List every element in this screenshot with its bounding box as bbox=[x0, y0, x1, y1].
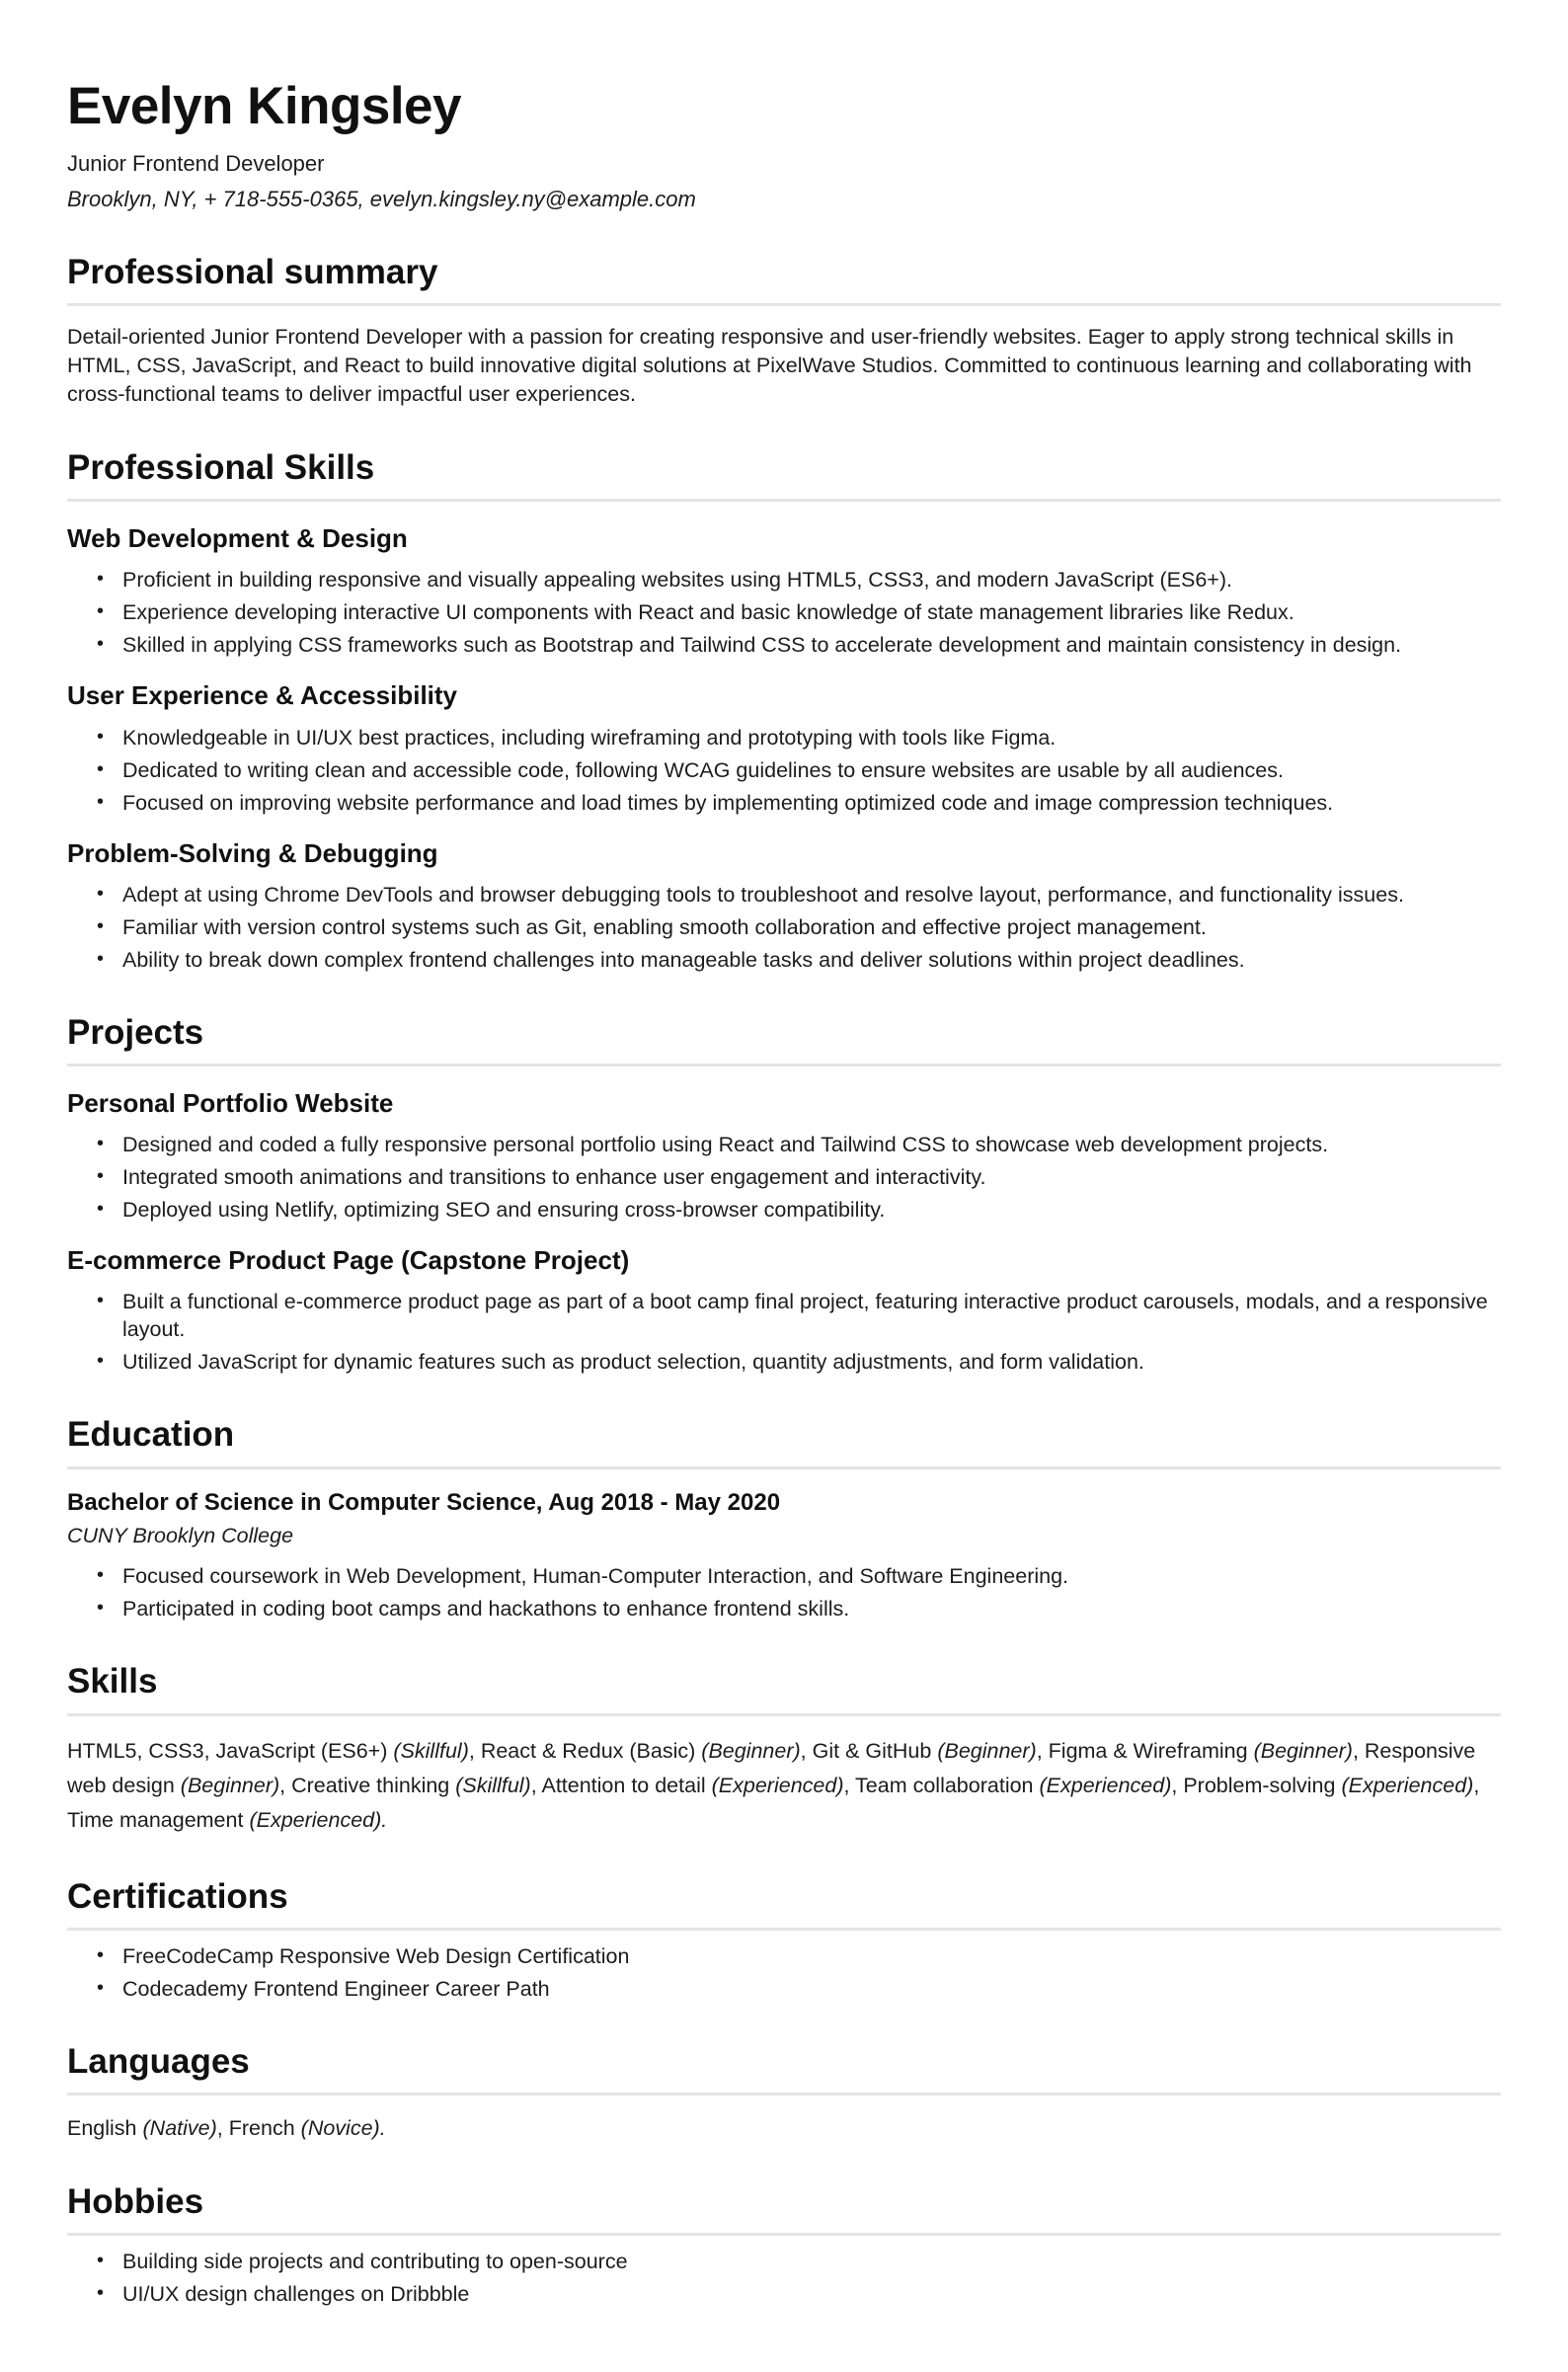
education-bullets bbox=[67, 1562, 1501, 1622]
skill-separator: , bbox=[530, 1773, 542, 1797]
language-name: English bbox=[67, 2116, 137, 2141]
skill-level: (Experienced). bbox=[249, 1807, 388, 1832]
skill-item bbox=[1049, 1739, 1365, 1763]
language-separator: , bbox=[216, 2116, 229, 2141]
skill-item bbox=[813, 1739, 1049, 1763]
bullet-item: • Codecademy Frontend Engineer Career Path bbox=[67, 1975, 1501, 2003]
skill-item bbox=[481, 1739, 813, 1763]
skill-name: Responsive web design bbox=[67, 1738, 1476, 1797]
skill-separator: , bbox=[1036, 1738, 1049, 1763]
language-item bbox=[229, 2116, 386, 2140]
bullet-item: • Integrated smooth animations and transitions to enhance user engagement and interactivity. bbox=[67, 1163, 1501, 1191]
language-level: (Novice). bbox=[300, 2116, 386, 2141]
skill-separator: , bbox=[1352, 1738, 1365, 1763]
skill-item bbox=[67, 1808, 387, 1832]
bullet-item: • FreeCodeCamp Responsive Web Design Certification bbox=[67, 1942, 1501, 1970]
skill-level: (Experienced) bbox=[1341, 1773, 1474, 1797]
bullet-item: • Familiar with version control systems such as Git, enabling smooth collaboration and effective project management. bbox=[67, 913, 1501, 941]
skill-level: (Beginner) bbox=[937, 1738, 1037, 1763]
skill-name: Creative thinking bbox=[291, 1773, 450, 1797]
section-projects bbox=[67, 1013, 1501, 1377]
project-title: Personal Portfolio Website bbox=[67, 1087, 394, 1118]
section-divider bbox=[67, 1928, 1501, 1931]
bullet-item: • Building side projects and contributing to open-source bbox=[67, 2248, 1501, 2275]
skill-separator: , bbox=[843, 1773, 856, 1797]
skill-item bbox=[67, 1739, 481, 1763]
contact-line: Brooklyn, NY, + 718-555-0365, evelyn.kingsley.ny@example.com bbox=[67, 187, 696, 212]
bullet-item: • Adept at using Chrome DevTools and browser debugging tools to troubleshoot and resolve layout, performance, and functionality issues. bbox=[67, 881, 1501, 909]
hobbies-bullets bbox=[67, 2248, 1501, 2308]
section-divider bbox=[67, 1466, 1501, 1469]
bullet-item: • Focused on improving website performance and load times by implementing optimized code and image compression techniques. bbox=[67, 789, 1501, 817]
skill-level: (Beginner) bbox=[701, 1738, 801, 1763]
section-hobbies bbox=[67, 2182, 1501, 2308]
section-heading-hobbies: Hobbies bbox=[67, 2182, 204, 2222]
skill-name: HTML5, CSS3, JavaScript (ES6+) bbox=[67, 1738, 388, 1763]
education-degree: Bachelor of Science in Computer Science, Aug 2018 - May 2020 bbox=[67, 1488, 781, 1516]
skill-item bbox=[1183, 1774, 1479, 1797]
skill-separator: , bbox=[800, 1738, 813, 1763]
skill-level: (Beginner) bbox=[180, 1773, 280, 1797]
bullet-item: • Dedicated to writing clean and accessible code, following WCAG guidelines to ensure websites are usable by all audiences. bbox=[67, 756, 1501, 784]
section-divider bbox=[67, 499, 1501, 502]
skill-name: React & Redux (Basic) bbox=[480, 1738, 696, 1763]
section-heading-professional-skills: Professional Skills bbox=[67, 447, 375, 487]
section-divider bbox=[67, 2233, 1501, 2236]
skill-name: Team collaboration bbox=[855, 1773, 1034, 1797]
bullet-item: • Deployed using Netlify, optimizing SEO and ensuring cross-browser compatibility. bbox=[67, 1196, 1501, 1224]
bullet-item: • Proficient in building responsive and visually appealing websites using HTML5, CSS3, and modern JavaScript (ES6+). bbox=[67, 566, 1501, 593]
section-heading-education: Education bbox=[67, 1415, 235, 1455]
section-certifications bbox=[67, 1877, 1501, 2003]
bullet-item: • Built a functional e-commerce product page as part of a boot camp final project, featuring interactive product carousels, modals, and a responsive layout. bbox=[67, 1288, 1501, 1343]
project-title: E-commerce Product Page (Capstone Project) bbox=[67, 1245, 630, 1276]
language-level: (Native) bbox=[142, 2116, 217, 2141]
section-heading-certifications: Certifications bbox=[67, 1876, 288, 1916]
skill-group-title: Web Development & Design bbox=[67, 523, 408, 554]
project-bullets bbox=[67, 1131, 1501, 1224]
section-divider bbox=[67, 303, 1501, 306]
skill-item bbox=[855, 1774, 1183, 1797]
skill-group-bullets bbox=[67, 566, 1501, 659]
summary-text: Detail-oriented Junior Frontend Developer with a passion for creating responsive and user-friendly websites. Eager to apply strong technical skills in HTML, CSS, JavaScript, and React to build innovative digital solutions at PixelWave Studios. Committed to continuous learning and collaborating with cross-functional teams to deliver impactful user experiences. bbox=[67, 324, 1472, 406]
section-education bbox=[67, 1415, 1501, 1622]
skill-separator: , bbox=[279, 1773, 292, 1797]
bullet-item: • Focused coursework in Web Development, Human-Computer Interaction, and Software Engineering. bbox=[67, 1562, 1501, 1590]
languages-list bbox=[67, 2113, 1501, 2143]
bullet-item: • Experience developing interactive UI components with React and basic knowledge of state management libraries like Redux. bbox=[67, 598, 1501, 626]
skill-name: Attention to detail bbox=[541, 1773, 706, 1797]
education-school: CUNY Brooklyn College bbox=[67, 1524, 294, 1548]
person-name: Evelyn Kingsley bbox=[67, 77, 462, 135]
section-skills bbox=[67, 1662, 1501, 1837]
section-professional-summary bbox=[67, 253, 1501, 409]
section-heading-skills: Skills bbox=[67, 1662, 158, 1701]
job-title: Junior Frontend Developer bbox=[67, 150, 325, 176]
section-heading-professional-summary: Professional summary bbox=[67, 252, 438, 291]
skill-name: Git & GitHub bbox=[812, 1738, 932, 1763]
skill-item bbox=[291, 1774, 541, 1797]
bullet-item: • Ability to break down complex frontend challenges into manageable tasks and deliver solutions within project deadlines. bbox=[67, 946, 1501, 974]
skills-list bbox=[67, 1734, 1501, 1838]
bullet-item: • Designed and coded a fully responsive personal portfolio using React and Tailwind CSS to showcase web development projects. bbox=[67, 1131, 1501, 1158]
bullet-item: • Knowledgeable in UI/UX best practices, including wireframing and prototyping with tools like Figma. bbox=[67, 724, 1501, 751]
skill-level: (Skillful) bbox=[455, 1773, 531, 1797]
skill-group-title: User Experience & Accessibility bbox=[67, 680, 458, 711]
section-divider bbox=[67, 2093, 1501, 2095]
resume-header bbox=[67, 79, 1501, 213]
section-heading-languages: Languages bbox=[67, 2041, 250, 2081]
skill-name: Time management bbox=[67, 1807, 244, 1832]
bullet-item: • Utilized JavaScript for dynamic features such as product selection, quantity adjustments, and form validation. bbox=[67, 1348, 1501, 1376]
section-languages bbox=[67, 2042, 1501, 2143]
skill-separator: , bbox=[1171, 1773, 1184, 1797]
skill-level: (Beginner) bbox=[1253, 1738, 1353, 1763]
section-divider bbox=[67, 1064, 1501, 1067]
project-bullets bbox=[67, 1288, 1501, 1376]
skill-name: Figma & Wireframing bbox=[1048, 1738, 1248, 1763]
skill-level: (Experienced) bbox=[711, 1773, 844, 1797]
skill-group-bullets bbox=[67, 881, 1501, 974]
skill-name: Problem-solving bbox=[1183, 1773, 1336, 1797]
skill-group-bullets bbox=[67, 724, 1501, 817]
bullet-item: • Participated in coding boot camps and hackathons to enhance frontend skills. bbox=[67, 1595, 1501, 1622]
skill-separator: , bbox=[1473, 1773, 1480, 1797]
bullet-item: • Skilled in applying CSS frameworks such as Bootstrap and Tailwind CSS to accelerate development and maintain consistency in design. bbox=[67, 631, 1501, 659]
section-divider bbox=[67, 1713, 1501, 1716]
skill-group-title: Problem-Solving & Debugging bbox=[67, 837, 438, 868]
certifications-bullets bbox=[67, 1942, 1501, 2003]
skill-level: (Skillful) bbox=[393, 1738, 469, 1763]
skill-item bbox=[541, 1774, 855, 1797]
skill-level: (Experienced) bbox=[1039, 1773, 1172, 1797]
skill-separator: , bbox=[468, 1738, 481, 1763]
section-professional-skills bbox=[67, 448, 1501, 974]
section-heading-projects: Projects bbox=[67, 1012, 204, 1052]
language-name: French bbox=[228, 2116, 295, 2141]
language-item bbox=[67, 2116, 229, 2140]
bullet-item: • UI/UX design challenges on Dribbble bbox=[67, 2280, 1501, 2308]
